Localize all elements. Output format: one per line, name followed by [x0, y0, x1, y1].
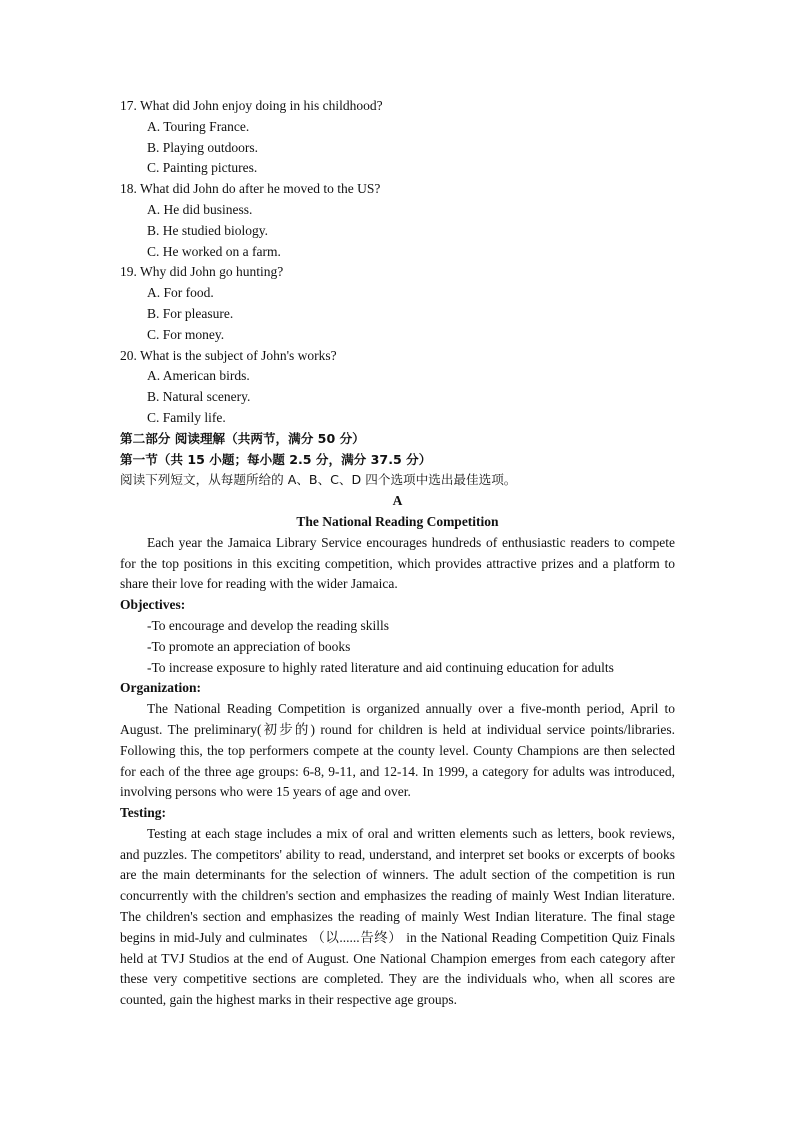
objective-item: -To encourage and develop the reading skills: [147, 617, 389, 633]
option-c: C. Painting pictures.: [147, 160, 258, 176]
option-c: C. Family life.: [147, 409, 226, 425]
question-20: [120, 346, 675, 429]
intro-paragraph: Each year the Jamaica Library Service encourages hundreds of enthusiastic readers to compete for the top positions in this exciting competition, which provides attractive prizes and a platform to share their love for reading with the wider Jamaica.: [120, 534, 675, 592]
question-stem: 17. What did John enjoy doing in his childhood?: [120, 98, 383, 113]
exam-page: [120, 96, 675, 1011]
section-instruction: 阅读下列短文，从每题所给的 A、B、C、D 四个选项中选出最佳选项。: [120, 472, 517, 488]
option-a: A. For food.: [147, 285, 214, 301]
objective-item: -To promote an appreciation of books: [147, 638, 351, 654]
objective-item: -To increase exposure to highly rated literature and aid continuing education for adults: [147, 659, 614, 675]
option-b: B. He studied biology.: [147, 222, 268, 238]
testing-paragraph: Testing at each stage includes a mix of oral and written elements such as letters, book reviews, and puzzles. The competitors' ability to read, understand, and interpret set books or excerpts of books are the main determinants for the selection of winners. The adult section of the competition is run concurrently with the children's section and emphasizes the reading of mainly West Indian literature. The children's section and emphasizes the reading of mainly West Indian literature. The final stage begins in mid-July and culminates （以......告终） in the National Reading Competition Quiz Finals held at TVJ Studios at the end of August. One National Champion emerges from each category after these very competitive sections are completed. They are the individuals who, when all scores are counted, gain the highest marks in their respective age groups.: [120, 825, 675, 1008]
question-17: [120, 96, 675, 179]
option-c: C. For money.: [147, 326, 225, 342]
option-a: A. He did business.: [147, 201, 253, 217]
option-c: C. He worked on a farm.: [147, 243, 281, 259]
option-b: B. For pleasure.: [147, 305, 234, 321]
passage-title: The National Reading Competition: [296, 513, 499, 529]
question-19: [120, 262, 675, 345]
passage-letter: A: [392, 493, 403, 509]
objectives-heading: Objectives:: [120, 597, 186, 613]
option-a: A. American birds.: [147, 368, 250, 384]
question-stem: 18. What did John do after he moved to the US?: [120, 181, 381, 197]
option-b: B. Playing outdoors.: [147, 139, 259, 155]
question-18: [120, 179, 675, 262]
question-stem: 19. Why did John go hunting?: [120, 264, 284, 280]
section1-heading: 第一节（共 15 小题；每小题 2.5 分，满分 37.5 分）: [120, 451, 432, 467]
option-b: B. Natural scenery.: [147, 389, 251, 405]
part2-heading: 第二部分 阅读理解（共两节，满分 50 分）: [120, 430, 365, 446]
organization-paragraph: The National Reading Competition is organized annually over a five-month period, April to August. The preliminary(初步的) round for children is held at individual service points/libraries. Following this, the top performers compete at the county level. County Champions are then selected for each of the three age groups: 6-8, 9-11, and 12-14. In 1999, a category for adults was introduced, involving persons who were 15 years of age and over.: [120, 701, 675, 800]
option-a: A. Touring France.: [147, 118, 250, 134]
testing-heading: Testing:: [120, 805, 167, 821]
question-stem: 20. What is the subject of John's works?: [120, 347, 337, 363]
organization-heading: Organization:: [120, 680, 201, 696]
